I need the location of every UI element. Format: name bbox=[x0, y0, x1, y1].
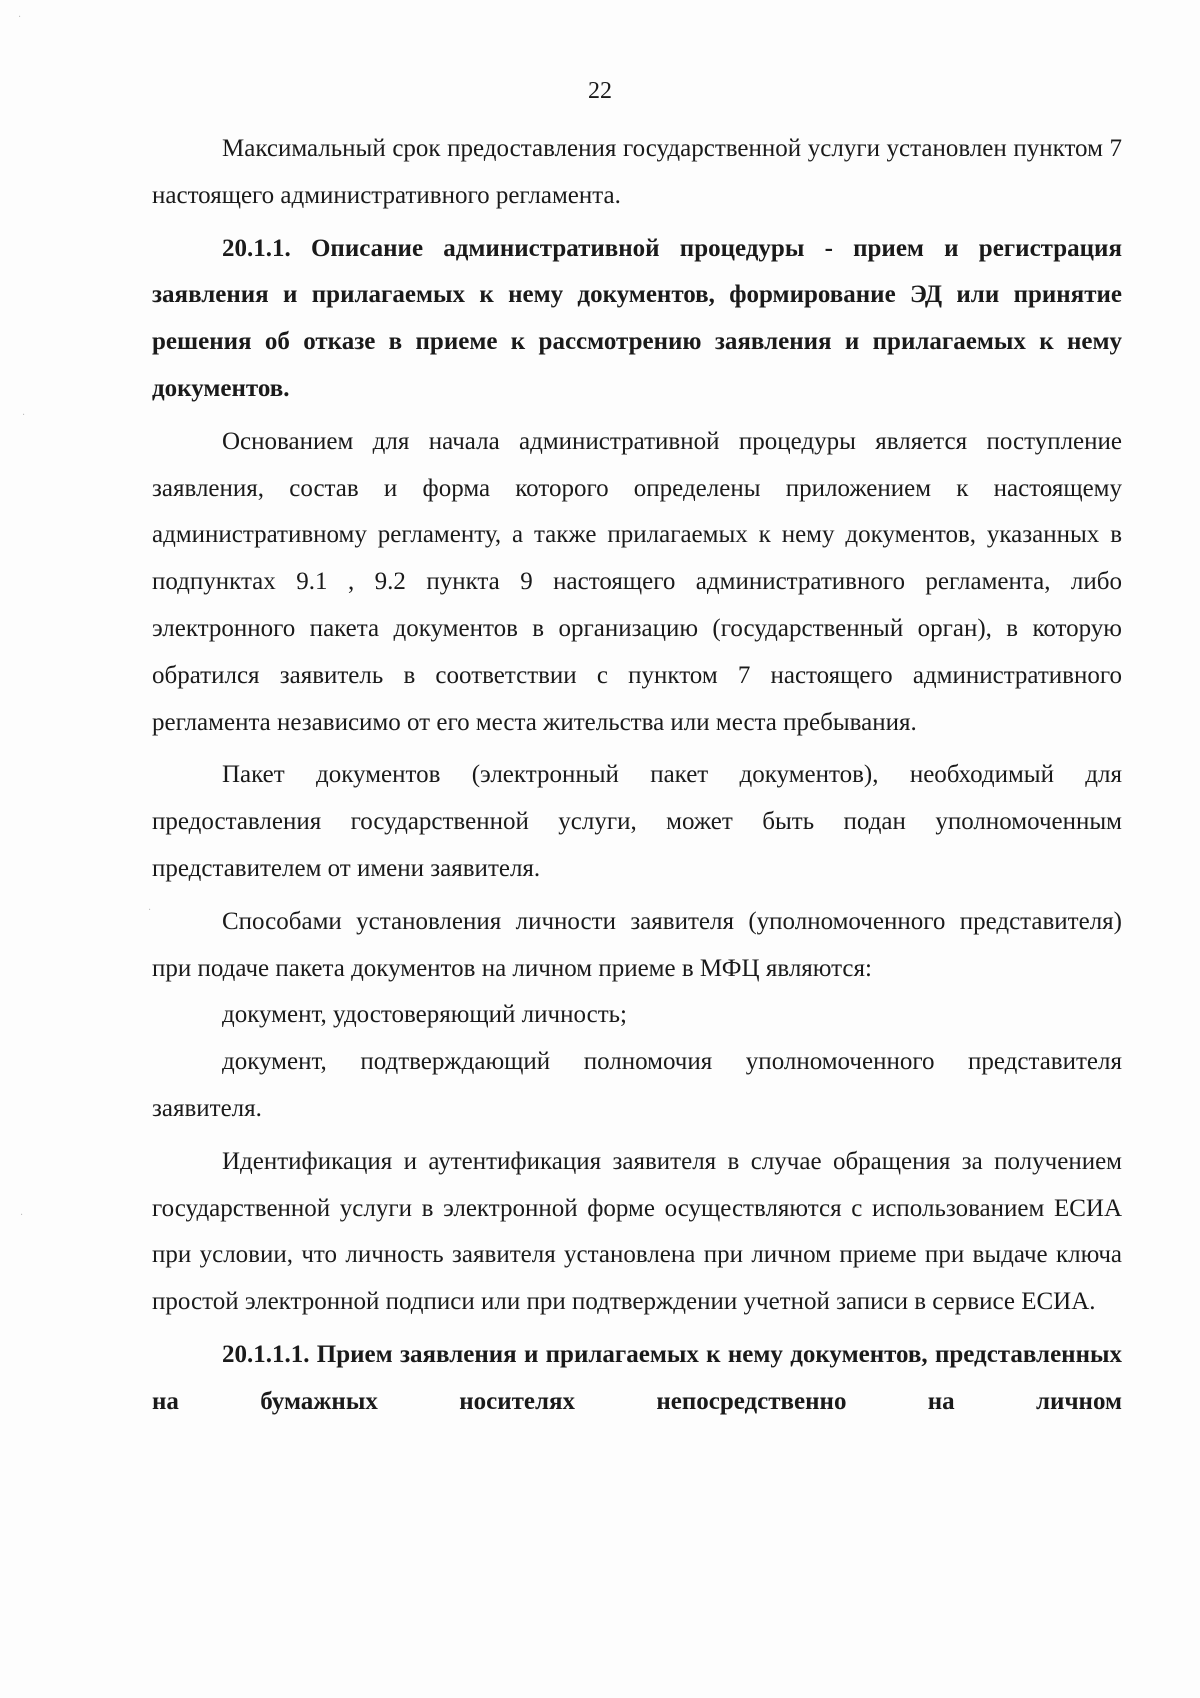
scan-speck: · bbox=[148, 905, 152, 916]
list-item-authority-document: документ, подтверждающий полномочия уполномоченного представителя заявителя. bbox=[152, 1048, 1122, 1122]
paragraph-identity-methods: Способами установления личности заявителя (уполномоченного представителя) при подаче пакета документов на личном приеме в МФЦ являются: bbox=[152, 907, 1122, 982]
section-heading-20-1-1: 20.1.1. Описание административной процедуры - прием и регистрация заявления и прилагаемых к нему документов, формирование ЭД или принятие решения об отказе в приеме к рассмотрению заявления и прилагаемых к нему документов. bbox=[152, 234, 1122, 402]
scan-speck: · bbox=[18, 12, 22, 23]
paragraph-document-package: Пакет документов (электронный пакет документов), необходимый для предоставления государственной услуги, может быть подан уполномоченным представителем от имени заявителя. bbox=[152, 761, 1122, 882]
list-item-identity-document: документ, удостоверяющий личность; bbox=[222, 1001, 627, 1029]
section-heading-20-1-1-1: 20.1.1.1. Прием заявления и прилагаемых к нему документов, представленных на бумажных носителях непосредственно на личном bbox=[152, 1340, 1122, 1415]
paragraph-max-term: Максимальный срок предоставления государственной услуги установлен пунктом 7 настоящего административного регламента. bbox=[152, 135, 1122, 209]
scan-speck: · bbox=[20, 1210, 24, 1221]
scan-speck: · bbox=[22, 410, 26, 421]
document-body bbox=[152, 126, 1122, 1426]
page-number: 22 bbox=[588, 78, 612, 104]
paragraph-esia-identification: Идентификация и аутентификация заявителя в случае обращения за получением государственной услуги в электронной форме осуществляются с использованием ЕСИА при условии, что личность заявителя установлена при личном приеме при выдаче ключа простой электронной подписи или при подтверждении учетной записи в сервисе ЕСИА. bbox=[152, 1147, 1122, 1316]
paragraph-procedure-basis: Основанием для начала административной процедуры является поступление заявления, состав и форма которого определены приложением к настоящему административному регламенту, а также прилагаемых к нему документов, указанных в подпунктах 9.1 , 9.2 пункта 9 настоящего административного регламента, либо электронного пакета документов в организацию (государственный орган), в которую обратился заявитель в соответствии с пунктом 7 настоящего административного регламента независимо от его места жительства или места пребывания. bbox=[152, 427, 1122, 736]
